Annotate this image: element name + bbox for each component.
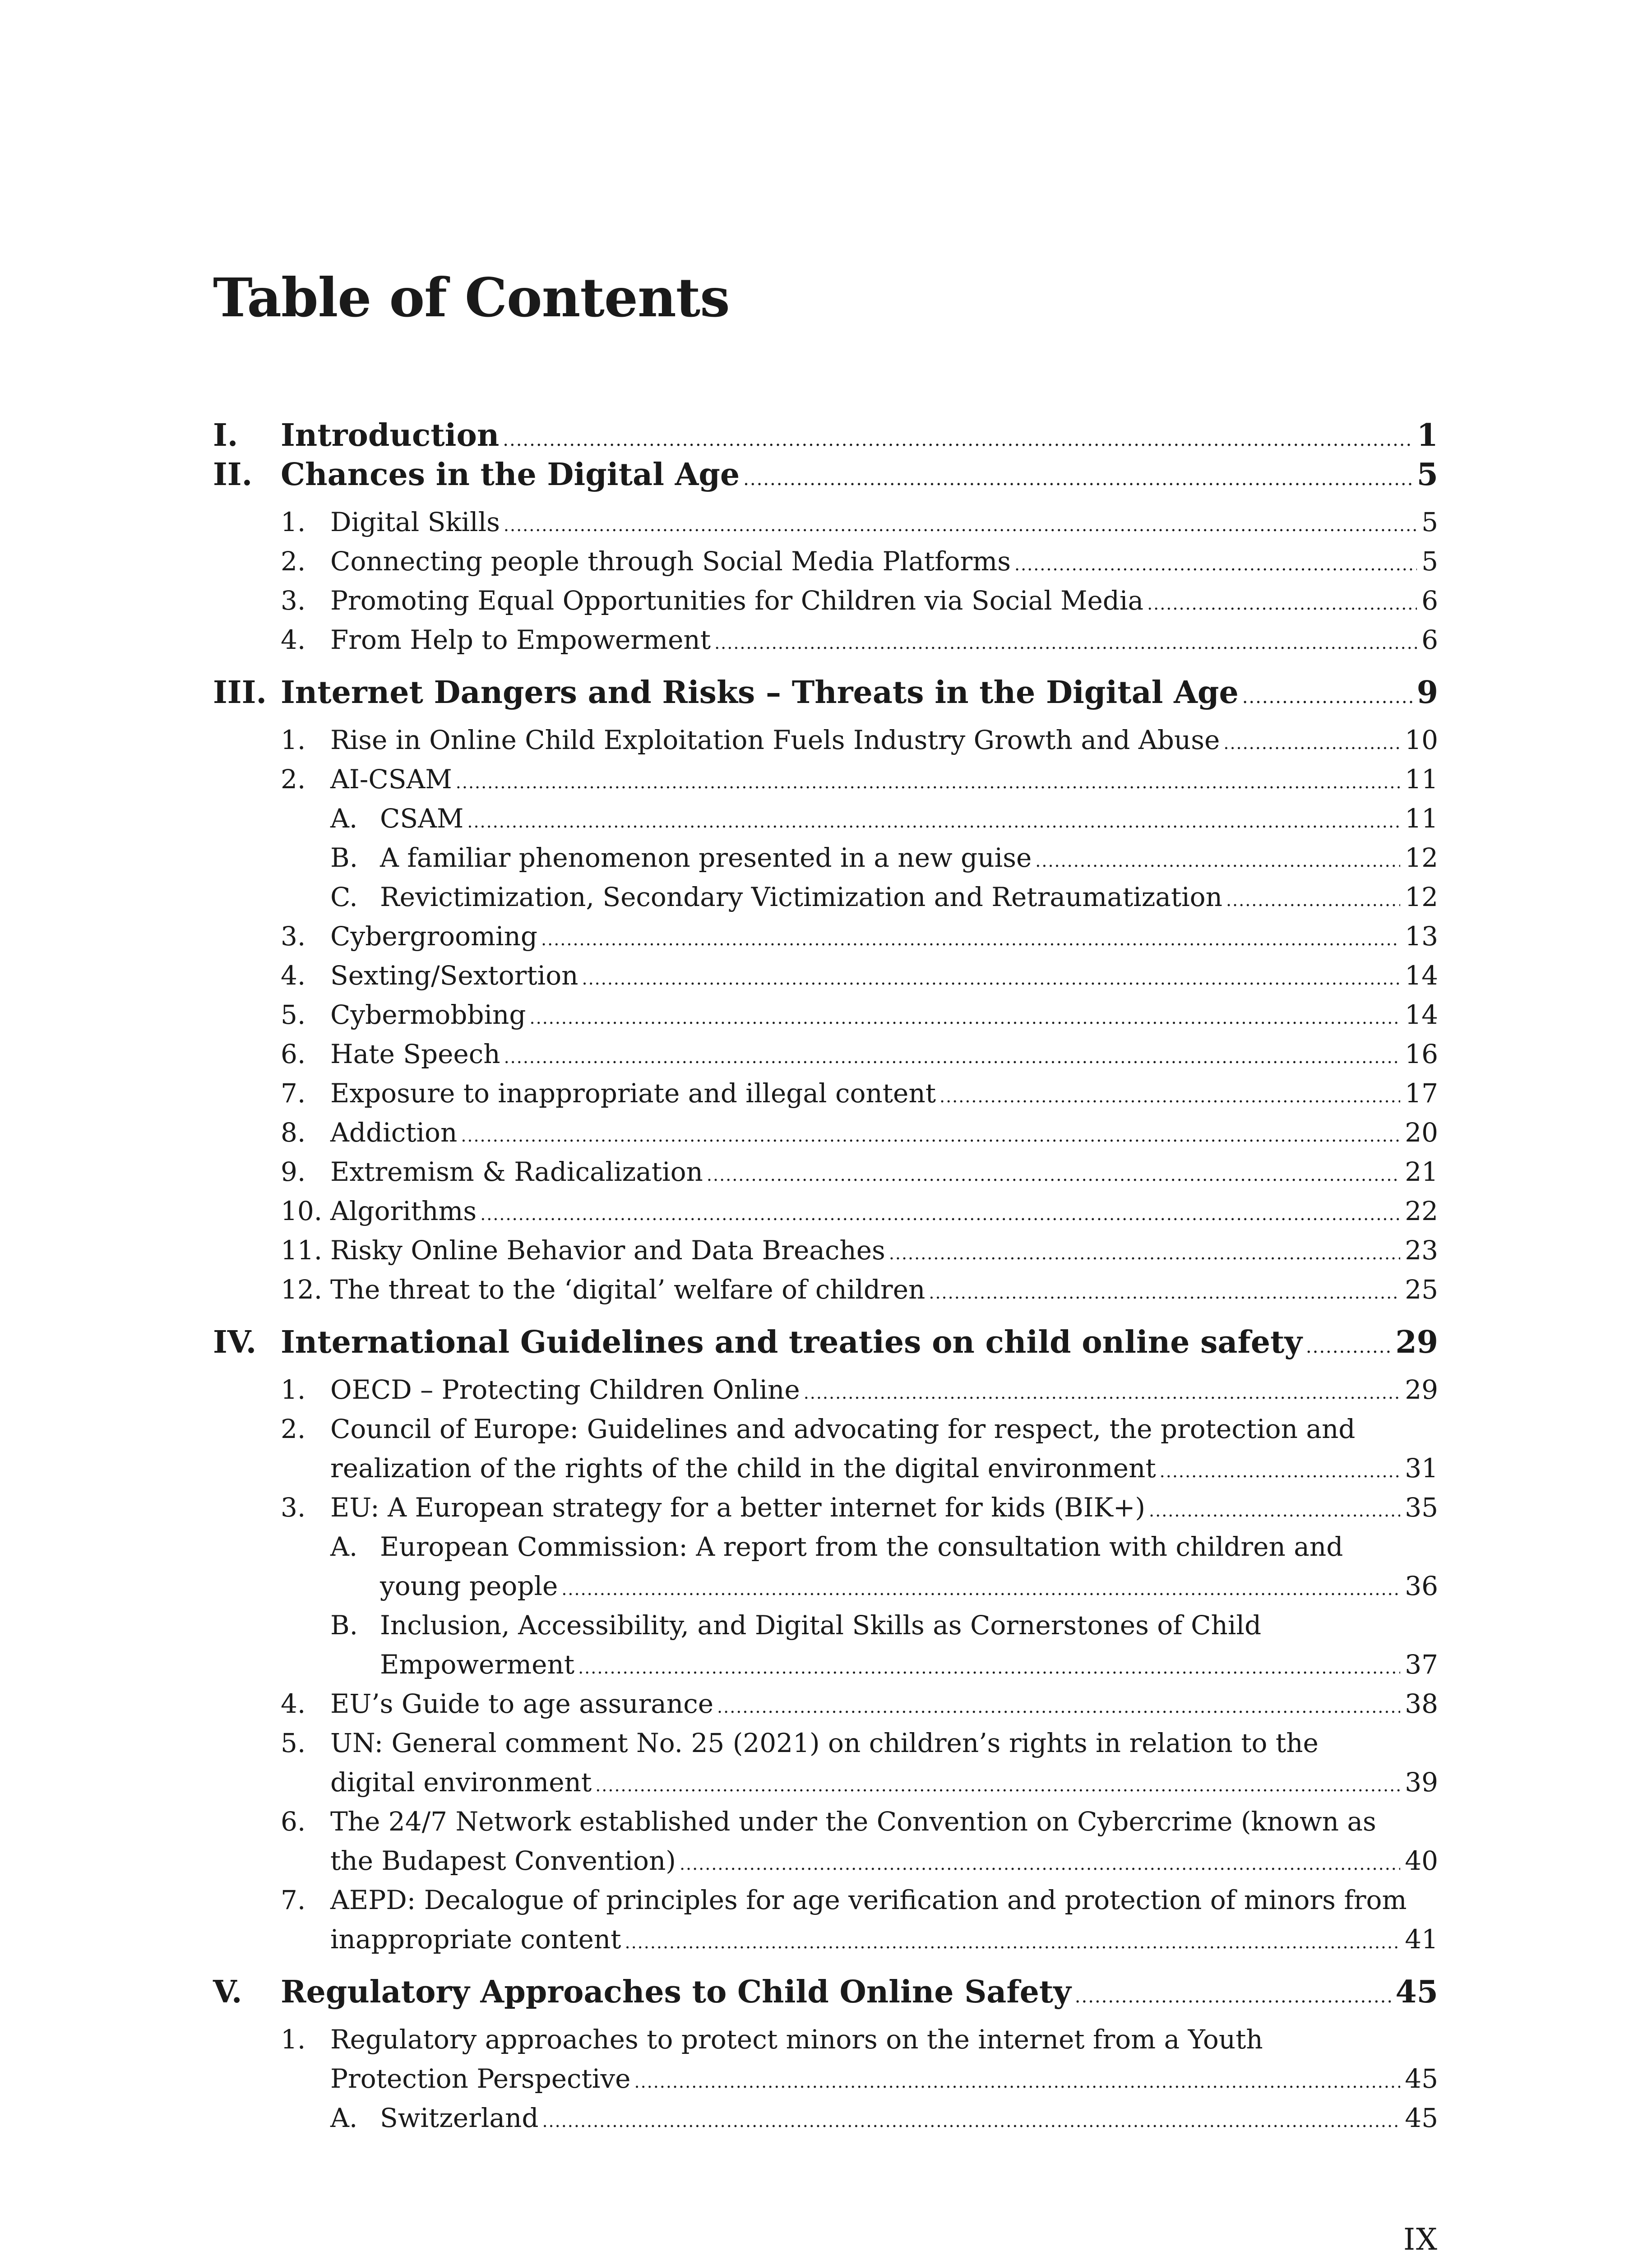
dot-leader [542,2111,1400,2131]
entry-number: 10. [281,1196,323,1226]
entry-number: 12. [281,1274,323,1305]
page-number: 45 [1405,2103,1438,2133]
entry-number: 3. [281,921,306,952]
entry-title: Addiction [330,1117,458,1148]
dot-leader [530,1008,1401,1028]
page-number: 31 [1405,1453,1438,1484]
entry-title: Connecting people through Social Media Platforms [330,546,1011,577]
dot-leader [1226,890,1400,910]
page-number: 12 [1405,842,1438,873]
entry-number: 6. [281,1806,306,1837]
toc-entry[interactable] [213,624,1438,664]
toc-entry[interactable] [213,921,1438,960]
entry-letter: B. [330,842,358,873]
dot-leader [804,1383,1401,1403]
entry-title-line1: Regulatory approaches to protect minors on the internet from a Youth [330,2024,1263,2055]
page-number: 21 [1405,1156,1438,1187]
entry-letter: B. [330,1610,358,1641]
page-number: 6 [1421,585,1438,616]
page-number: 5 [1421,546,1438,577]
dot-leader [717,1697,1400,1717]
entry-number: 1. [281,507,306,537]
page-number: 35 [1405,1492,1438,1523]
entry-number: 3. [281,1492,306,1523]
page-number: 5 [1421,507,1438,537]
section-title: Internet Dangers and Risks – Threats in the Digital Age [281,675,1239,711]
entry-title: EU’s Guide to age assurance [330,1688,714,1719]
entry-title-line1: Inclusion, Accessibility, and Digital Skills as Cornerstones of Child [380,1610,1262,1641]
page-number: 37 [1405,1649,1438,1680]
section-title: Regulatory Approaches to Child Online Safety [281,1974,1071,2010]
entry-number: 4. [281,1688,306,1719]
entry-title: Revictimization, Secondary Victimization and Retraumatization [380,882,1222,912]
dot-leader [1149,1501,1400,1521]
page-number: 40 [1405,1845,1438,1876]
page-number: 20 [1405,1117,1438,1148]
entry-title: CSAM [380,803,464,834]
page-number: 29 [1395,1324,1438,1360]
page-number: 1 [1416,417,1438,453]
dot-leader [634,2072,1400,2092]
page-number: 5 [1416,457,1438,493]
dot-leader [1306,1336,1391,1357]
toc-section-dangers[interactable] [213,675,1438,714]
toc-entry[interactable] [213,960,1438,999]
toc-entry[interactable] [213,1492,1438,1531]
entry-title: Cybermobbing [330,999,526,1030]
entry-number: 11. [281,1235,323,1266]
entry-title: Digital Skills [330,507,500,537]
entry-title: AI-CSAM [330,764,452,795]
toc-entry[interactable] [213,1078,1438,1117]
entry-number: 2. [281,546,306,577]
entry-number: 1. [281,1374,306,1405]
dot-leader [714,633,1417,653]
toc-subentry[interactable] [213,2103,1438,2142]
entry-title: Extremism & Radicalization [330,1156,703,1187]
page-number: 6 [1421,624,1438,655]
entry-title: Exposure to inappropriate and illegal content [330,1078,936,1109]
page-number: 36 [1405,1571,1438,1601]
page-number: 25 [1405,1274,1438,1305]
dot-leader [561,1579,1400,1599]
page-number: 38 [1405,1688,1438,1719]
entry-number: 9. [281,1156,306,1187]
dot-leader [480,1204,1400,1224]
table-of-contents [213,417,1438,2142]
dot-leader [582,969,1401,989]
dot-leader [578,1658,1400,1678]
toc-entry[interactable] [213,764,1438,803]
entry-title: Sexting/Sextortion [330,960,578,991]
entry-number: 3. [281,585,306,616]
toc-subentry[interactable] [213,882,1438,921]
entry-number: 1. [281,2024,306,2055]
toc-section-guidelines[interactable] [213,1324,1438,1364]
entry-title-line1: European Commission: A report from the consultation with children and [380,1531,1343,1562]
dot-leader [707,1165,1400,1185]
page-number: 14 [1405,999,1438,1030]
page-folio: IX [1403,2222,1438,2256]
entry-number: 7. [281,1885,306,1915]
section-number: V. [213,1974,242,2010]
entry-number: 2. [281,764,306,795]
dot-leader [456,772,1400,792]
toc-entry[interactable] [213,1235,1438,1274]
page-number: 23 [1405,1235,1438,1266]
dot-leader [503,430,1412,450]
entry-title-line2: young people [380,1571,558,1601]
dot-leader [595,1775,1400,1795]
toc-entry[interactable] [213,1039,1438,1078]
page-number: 12 [1405,882,1438,912]
section-title: Introduction [281,417,500,453]
entry-number: 4. [281,960,306,991]
entry-letter: A. [330,2103,358,2133]
toc-entry-multiline[interactable] [213,1885,1438,1963]
page-number: 45 [1395,1974,1438,2010]
entry-title-line2: inappropriate content [330,1924,621,1955]
dot-leader [1035,851,1400,871]
dot-leader [1075,1986,1391,2007]
dot-leader [889,1244,1400,1263]
section-title: Chances in the Digital Age [281,457,740,493]
dot-leader [1223,733,1400,753]
entry-title: The threat to the ‘digital’ welfare of children [330,1274,925,1305]
toc-entry[interactable] [213,1156,1438,1196]
toc-entry-multiline[interactable] [213,2024,1438,2103]
toc-subentry[interactable] [213,842,1438,882]
toc-subentry[interactable] [213,803,1438,842]
toc-entry[interactable] [213,507,1438,546]
dot-leader [929,1283,1400,1303]
dot-leader [680,1854,1400,1874]
entry-title: EU: A European strategy for a better internet for kids (BIK+) [330,1492,1146,1523]
toc-entry[interactable] [213,585,1438,624]
entry-title: Switzerland [380,2103,539,2133]
entry-number: 8. [281,1117,306,1148]
entry-letter: A. [330,1531,358,1562]
page-number: 17 [1405,1078,1438,1109]
entry-title: A familiar phenomenon presented in a new guise [380,842,1032,873]
page-number: 13 [1405,921,1438,952]
entry-title: Cybergrooming [330,921,538,952]
page-number: 11 [1405,803,1438,834]
page-number: 29 [1405,1374,1438,1405]
toc-entry[interactable] [213,725,1438,764]
page-number: 22 [1405,1196,1438,1226]
toc-entry[interactable] [213,546,1438,585]
entry-title-line1: The 24/7 Network established under the Convention on Cybercrime (known as [330,1806,1376,1837]
entry-title-line1: UN: General comment No. 25 (2021) on children’s rights in relation to the [330,1728,1319,1758]
entry-title: Algorithms [330,1196,477,1226]
toc-entry-multiline[interactable] [213,1414,1438,1492]
dot-leader [1014,555,1417,574]
entry-letter: A. [330,803,358,834]
section-number: IV. [213,1324,257,1360]
entry-title: Risky Online Behavior and Data Breaches [330,1235,885,1266]
entry-title: From Help to Empowerment [330,624,711,655]
dot-leader [1160,1461,1401,1481]
entry-number: 5. [281,1728,306,1758]
dot-leader [743,469,1412,490]
toc-entry[interactable] [213,1196,1438,1235]
section-number: III. [213,675,267,711]
page-title: Table of Contents [213,266,730,329]
entry-title: OECD – Protecting Children Online [330,1374,800,1405]
page-number: 10 [1405,725,1438,755]
dot-leader [625,1932,1401,1952]
section-number: I. [213,417,238,453]
page-number: 9 [1416,675,1438,711]
toc-section-regulatory[interactable] [213,1974,1438,2013]
toc-subentry-multiline[interactable] [213,1531,1438,1610]
dot-leader [1242,687,1412,707]
entry-title-line1: AEPD: Decalogue of principles for age verification and protection of minors from [330,1885,1407,1915]
entry-number: 4. [281,624,306,655]
toc-entry-multiline[interactable] [213,1728,1438,1806]
entry-title-line2: Empowerment [380,1649,575,1680]
entry-number: 5. [281,999,306,1030]
dot-leader [1147,594,1417,614]
entry-letter: C. [330,882,358,912]
dot-leader [504,1047,1401,1067]
dot-leader [504,515,1417,535]
section-title: International Guidelines and treaties on child online safety [281,1324,1302,1360]
entry-title-line2: digital environment [330,1767,592,1798]
toc-entry[interactable] [213,999,1438,1039]
entry-number: 1. [281,725,306,755]
toc-entry[interactable] [213,1117,1438,1156]
toc-section-chances[interactable] [213,457,1438,496]
toc-entry[interactable] [213,1688,1438,1728]
toc-entry-multiline[interactable] [213,1806,1438,1885]
toc-entry[interactable] [213,1274,1438,1313]
entry-title-line2: Protection Perspective [330,2063,631,2094]
toc-entry[interactable] [213,1374,1438,1414]
entry-number: 6. [281,1039,306,1069]
page-number: 11 [1405,764,1438,795]
page-number: 39 [1405,1767,1438,1798]
page-number: 45 [1405,2063,1438,2094]
dot-leader [461,1126,1400,1146]
toc-section-introduction[interactable] [213,417,1438,457]
toc-subentry-multiline[interactable] [213,1610,1438,1688]
dot-leader [541,929,1400,949]
entry-title: Promoting Equal Opportunities for Children via Social Media [330,585,1144,616]
entry-title: Hate Speech [330,1039,500,1069]
section-number: II. [213,457,253,493]
entry-number: 7. [281,1078,306,1109]
entry-title-line2: realization of the rights of the child in the digital environment [330,1453,1156,1484]
entry-title-line2: the Budapest Convention) [330,1845,676,1876]
entry-title-line1: Council of Europe: Guidelines and advocating for respect, the protection and [330,1414,1356,1444]
entry-title: Rise in Online Child Exploitation Fuels Industry Growth and Abuse [330,725,1220,755]
page-number: 41 [1405,1924,1438,1955]
page-number: 14 [1405,960,1438,991]
page-number: 16 [1405,1039,1438,1069]
dot-leader [939,1086,1400,1106]
entry-number: 2. [281,1414,306,1444]
dot-leader [467,812,1400,832]
